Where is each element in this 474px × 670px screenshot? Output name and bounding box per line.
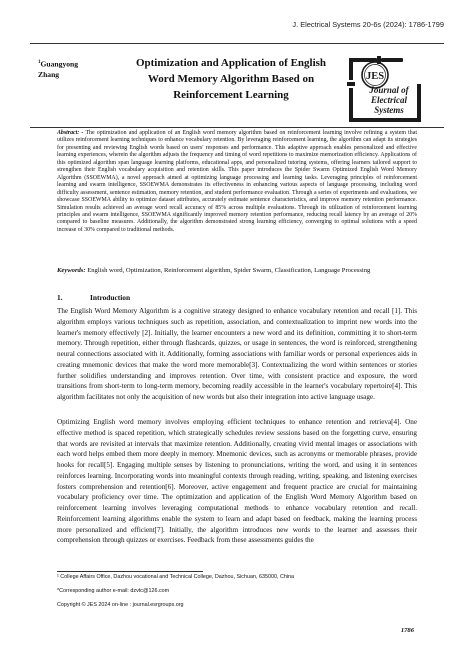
- footnote-copyright: Copyright © JES 2024 on-line : journal.esrgroups.org: [57, 602, 184, 608]
- section-title: Introduction: [90, 293, 131, 302]
- section-heading-introduction: [57, 293, 130, 302]
- jes-logo: [347, 56, 425, 126]
- header-rule-bottom: [30, 127, 444, 128]
- header-rule-top: [30, 43, 444, 44]
- keywords: [57, 266, 417, 275]
- author-marker: 1: [38, 60, 41, 65]
- keywords-label: Keywords:: [57, 267, 86, 274]
- logo-line-1: Journal of: [369, 85, 409, 95]
- logo-line-3: Systems: [374, 105, 404, 115]
- journal-reference: J. Electrical Systems 20-6s (2024): 1786-1799: [292, 20, 444, 29]
- footnote-rule: [57, 571, 203, 572]
- author-last-name: Zhang: [38, 69, 60, 79]
- footnote-affiliation: ¹ College Affairs Office, Dazhou vocational and Technical College, Dazhou, Sichuan, 635000, China: [57, 574, 295, 580]
- paper-title: Optimization and Application of English Word Memory Algorithm Based on Reinforcement Learning: [135, 57, 327, 101]
- page-number: 1786: [400, 627, 414, 634]
- abstract-text: The optimization and application of an English word memory algorithm based on reinforcement learning involve refining a system that utilizes reinforcement learning techniques to enhance vocabulary retention. By leveraging reinforcement learning, the algorithm can adapt its strategies for presenting and reviewing English words based on users' responses and performance. This adaptive approach enables personalized and effective learning experiences, wherein the algorithm adjusts the frequency and timing of word repetitions to maximize memorization efficiency. Applications of this optimized algorithm span language learning platforms, educational apps, and personalized tutoring systems, offering learners tailored support to strengthen their English vocabulary acquisition and retention skills. This paper introduces the Spider Swarm Optimized English Word Memory Algorithm (SSOEWMA), a novel approach aimed at optimizing language processing and learning tasks. Leveraging principles of reinforcement learning and swarm intelligence, SSOEWMA demonstrates its effectiveness in enhancing various aspects of language processing, including word difficulty assessment, sentence estimation, memory retention, and student performance evaluation. Through a series of experiments and evaluations, we showcase SSOEWMA ability to optimize dataset attributes, accurately estimate sentence characteristics, and improve memory retention performance. Simulation results achieved an average word recall accuracy of 85% across multiple evaluations. Through its utilization of reinforcement learning principles and swarm intelligence, SSOEWMA significantly improved memory retention performance, reducing recall latency by an average of 20% compared to baseline measures. Additionally, the algorithm demonstrated strong learning efficiency, converging to optimal solutions with a speed increase of 30% compared to traditional methods.: [57, 130, 417, 233]
- footnote-corresponding-author: *Corresponding author e-mail: dzvtc@126.com: [57, 588, 170, 594]
- jes-logo-graphic: [347, 56, 425, 126]
- abstract-label: Abstract: -: [57, 130, 84, 136]
- author-first-name: Guangyong: [40, 59, 79, 69]
- logo-line-2: Electrical: [371, 95, 407, 105]
- logo-acronym: JES: [365, 71, 385, 82]
- author-block: [38, 58, 78, 80]
- intro-paragraph-1: The English Word Memory Algorithm is a cognitive strategy designed to enhance vocabulary retention and recall [1]. This algorithm employs various techniques such as repetition, association, and contextualization to imprint new words into the learner's memory effectively [2]. Initially, the learner encounters a new word and its definition, committing it to short-term memory. Through repetition, either through flashcards, quizzes, or usage in sentences, the word is reinforced, strengthening neural connections associated with it. Additionally, forming associations with familiar words or personal experiences aids in creating mnemonic devices that make the word more memorable[3]. Contextualizing the word within sentences or stories further solidifies understanding and improves retention. Over time, with consistent practice and exposure, the word transitions from short-term to long-term memory, becoming readily accessible in the learner's vocabulary repertoire[4]. This algorithm facilitates not only the acquisition of new words but also their integration into active language usage.: [57, 307, 417, 401]
- keywords-text: English word, Optimization, Reinforcement algorithm, Spider Swarm, Classification, Language Processing: [87, 267, 371, 274]
- abstract: [57, 130, 417, 234]
- section-number: 1.: [57, 293, 63, 302]
- intro-paragraph-2: Optimizing English word memory involves employing efficient techniques to enhance retention and retrieva[4]. One effective method is spaced repetition, which strategically schedules review sessions based on the forgetting curve, ensuring that words are revisited at intervals that maximize retention. Additionally, creating vivid mental images or associations with each word helps embed them more deeply in memory. Mnemonic devices, such as acronyms or memorable phrases, provide hooks for recall[5]. Engaging multiple senses by listening to pronunciations, writing the word, and using it in sentences reinforces learning. Incorporating words into meaningful contexts through reading, writing, speaking, and listening exercises fosters comprehension and retention[6]. Moreover, active engagement and frequent practice are crucial for maintaining vocabulary proficiency over time. The optimization and application of the English Word Memory Algorithm based on reinforcement learning involves leveraging computational methods to enhance vocabulary retention and recall. Reinforcement learning algorithms enable the system to learn and adapt based on feedback, making the learning process more personalized and efficient[7]. Initially, the algorithm introduces new words to the learner and assesses their comprehension through quizzes or exercises. Feedback from these assessments guides the: [57, 418, 417, 545]
